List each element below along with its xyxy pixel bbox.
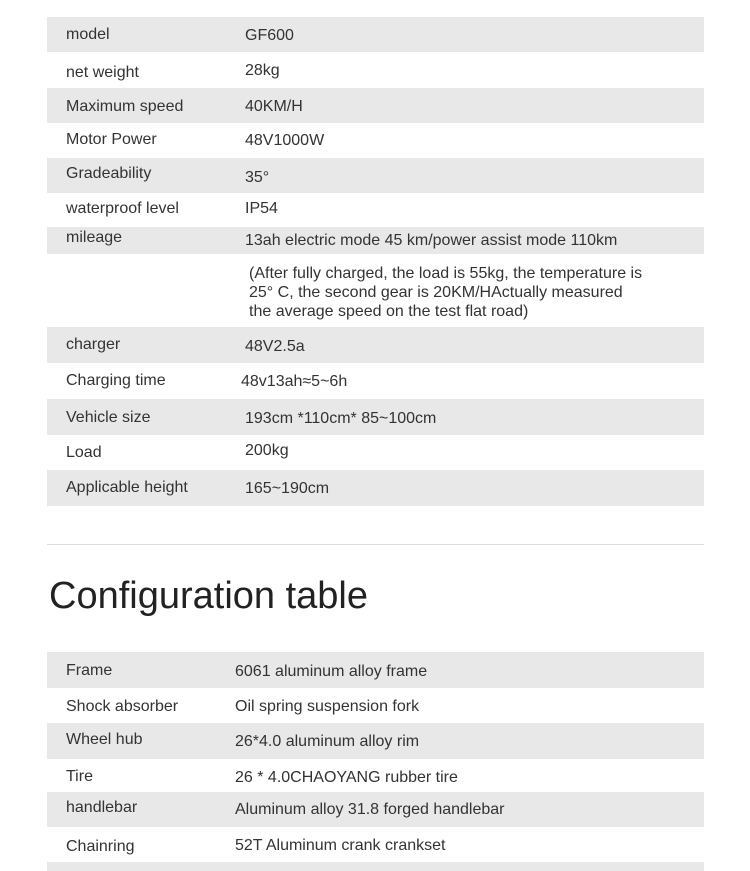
spec-key: waterproof level [66,200,179,217]
spec-key: Vehicle size [66,409,151,426]
spec-row-motor-power [47,123,704,158]
spec-row-model [47,17,704,52]
spec-key: net weight [66,64,139,81]
spec-value: 35° [245,169,270,186]
spec-value: 13ah electric mode 45 km/power assist mode 110km [245,232,618,249]
spec-key: charger [66,336,121,353]
spec-row-charging-time [47,363,704,399]
spec-value: 40KM/H [245,98,303,115]
config-key: handlebar [66,799,138,816]
config-row-shock-absorber [47,688,704,723]
spec-row-load [47,435,704,470]
spec-row-maximum-speed [47,88,704,123]
section-divider [47,544,704,545]
spec-key: Gradeability [66,165,152,182]
spec-value: 28kg [245,62,280,79]
config-row-partial [47,862,704,871]
mileage-note: (After fully charged, the load is 55kg, the temperature is 25° C, the second gear is 20KM/HActually measured the average speed on the test flat road) [249,265,643,320]
spec-key: Maximum speed [66,98,184,115]
config-key: Wheel hub [66,731,143,748]
config-row-chainring [47,827,704,862]
spec-value: 48V2.5a [245,338,305,355]
spec-row-vehicle-size [47,399,704,435]
spec-key: Motor Power [66,131,157,148]
config-value: 52T Aluminum crank crankset [235,837,446,854]
spec-key: Load [66,444,102,461]
config-value: Aluminum alloy 31.8 forged handlebar [235,801,505,818]
config-value: 26*4.0 aluminum alloy rim [235,733,420,750]
spec-row-waterproof-level [47,193,704,227]
config-key: Tire [66,768,93,785]
spec-row-mileage-note [47,254,704,327]
config-value: 26 * 4.0CHAOYANG rubber tire [235,769,458,786]
spec-row-mileage [47,227,704,254]
spec-row-charger [47,327,704,363]
spec-key: Applicable height [66,479,188,496]
spec-value: 193cm *110cm* 85~100cm [245,410,437,427]
config-value: 6061 aluminum alloy frame [235,663,428,680]
spec-value: GF600 [245,27,294,44]
spec-value: 165~190cm [245,480,330,497]
spec-value: IP54 [245,200,278,217]
config-row-tire [47,759,704,792]
section-title: Configuration table [49,575,368,617]
spec-row-gradeability [47,158,704,193]
spec-row-applicable-height [47,470,704,506]
config-key: Chainring [66,838,135,855]
spec-key: Charging time [66,372,166,389]
spec-value: 48V1000W [245,132,325,149]
config-row-handlebar [47,792,704,827]
config-value: Oil spring suspension fork [235,698,420,715]
config-key: Frame [66,662,113,679]
spec-value: 200kg [245,442,289,459]
config-row-wheel-hub [47,723,704,759]
config-row-frame [47,652,704,688]
config-key: Shock absorber [66,698,179,715]
spec-value: 48v13ah≈5~6h [241,373,348,390]
spec-key: model [66,26,110,43]
spec-key: mileage [66,229,123,246]
spec-row-net-weight [47,52,704,88]
